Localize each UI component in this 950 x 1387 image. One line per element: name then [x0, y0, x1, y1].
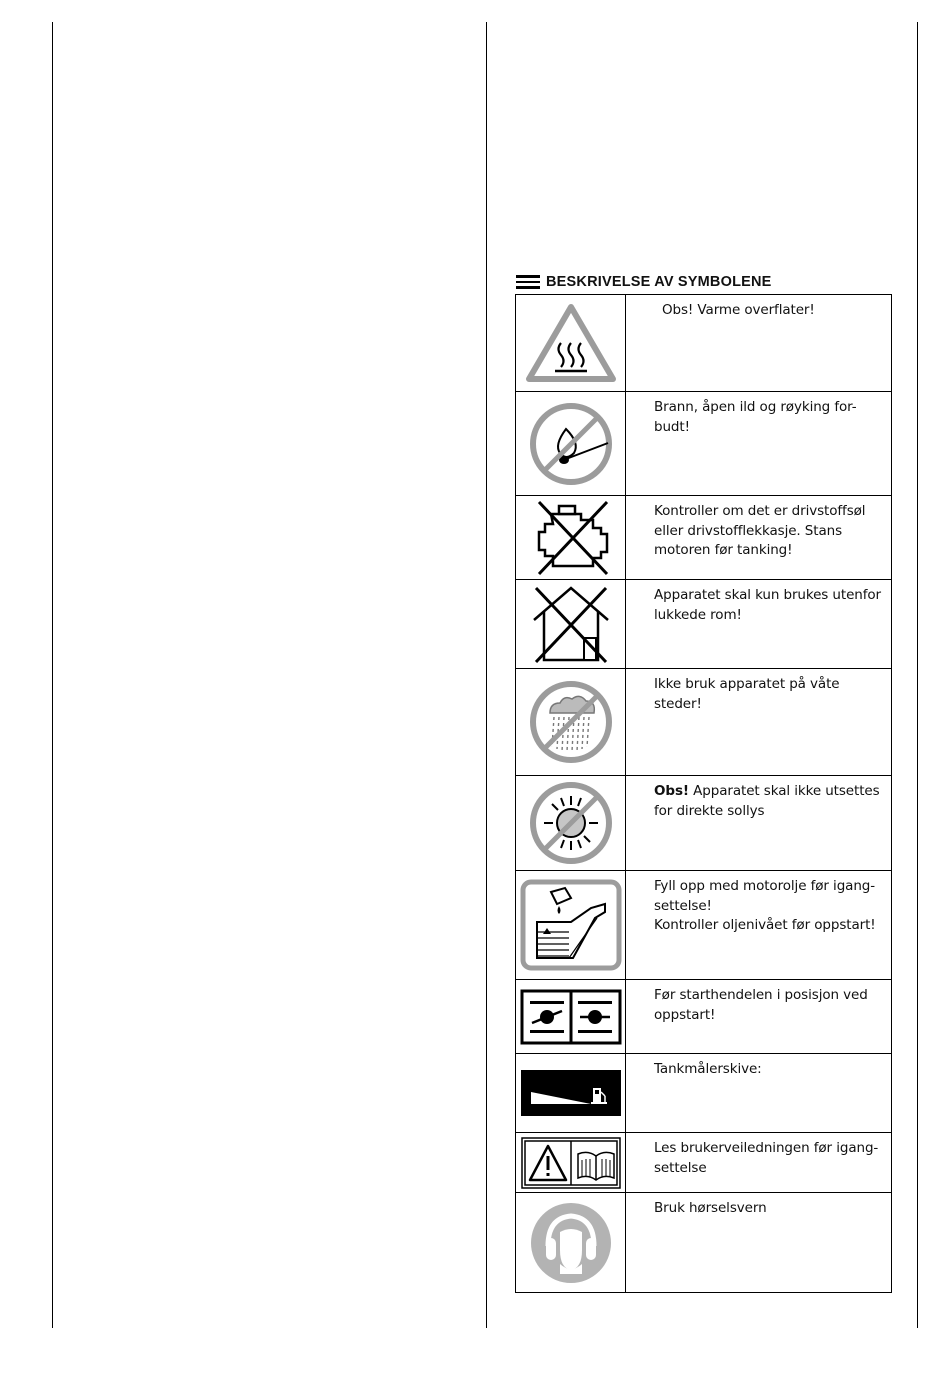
menu-bars-icon [516, 275, 540, 289]
fuel-gauge-icon [521, 1070, 621, 1116]
symbol-description [626, 1054, 892, 1133]
symbol-icon-cell [516, 496, 626, 580]
symbol-row [516, 1133, 892, 1193]
symbol-text: Bruk hørselsvern [654, 1200, 767, 1216]
symbol-icon-cell [516, 392, 626, 496]
symbol-text: Fyll opp med motorolje før igang- settelse! Kontroller oljenivået før oppstart! [654, 878, 876, 933]
symbol-description [626, 392, 892, 496]
symbol-row [516, 1193, 892, 1293]
symbol-description [626, 1133, 892, 1193]
symbol-row [516, 871, 892, 980]
symbol-icon-cell [516, 580, 626, 669]
no-sunlight-icon [526, 778, 616, 868]
symbol-text: Før starthendelen i posisjon ved oppstart! [654, 987, 868, 1023]
symbol-text: Brann, åpen ild og røyking for- budt! [654, 399, 857, 435]
symbol-row [516, 496, 892, 580]
symbol-text: Obs! Varme overflater! [662, 302, 815, 318]
symbol-text: Apparatet skal ikke utsettes for direkte sollys [654, 783, 880, 819]
symbol-row [516, 580, 892, 669]
no-rain-icon [526, 677, 616, 767]
hearing-protection-icon [526, 1198, 616, 1288]
symbol-description [626, 580, 892, 669]
symbol-row [516, 669, 892, 776]
right-margin-rule [917, 22, 918, 1328]
symbol-description [626, 295, 892, 392]
symbol-row [516, 295, 892, 392]
symbol-row [516, 776, 892, 871]
symbol-icon-cell [516, 980, 626, 1054]
section-heading-title: BESKRIVELSE AV SYMBOLENE [546, 274, 772, 290]
symbol-icon-cell [516, 295, 626, 392]
symbol-description [626, 871, 892, 980]
fill-engine-oil-icon [519, 878, 623, 972]
section-heading [516, 272, 772, 292]
choke-position-icon [520, 989, 622, 1045]
house-crossed-icon [526, 582, 616, 666]
symbol-row [516, 980, 892, 1054]
symbol-text: Les brukerveiledningen før igang- settelse [654, 1140, 879, 1176]
hot-surface-warning-icon [523, 301, 619, 385]
symbol-icon-cell [516, 776, 626, 871]
symbol-icon-cell [516, 871, 626, 980]
symbol-text: Kontroller om det er drivstoffsøl eller drivstofflekkasje. Stans motoren før tanking! [654, 503, 866, 558]
center-column-rule [486, 22, 487, 1328]
no-fire-smoking-icon [526, 399, 616, 489]
symbol-row [516, 1054, 892, 1133]
symbol-text: Ikke bruk apparatet på våte steder! [654, 676, 840, 712]
read-manual-icon [520, 1136, 622, 1190]
engine-crossed-icon [521, 498, 621, 578]
symbol-bold-text: Obs! [654, 783, 689, 799]
symbol-table [515, 294, 892, 1293]
symbol-text: Tankmålerskive: [654, 1061, 762, 1077]
symbol-description [626, 776, 892, 871]
symbol-icon-cell [516, 1054, 626, 1133]
symbol-row [516, 392, 892, 496]
symbol-icon-cell [516, 669, 626, 776]
symbol-description [626, 496, 892, 580]
symbol-description [626, 669, 892, 776]
symbol-text: Apparatet skal kun brukes utenfor lukkede rom! [654, 587, 882, 623]
left-margin-rule [52, 22, 53, 1328]
symbol-icon-cell [516, 1193, 626, 1293]
symbol-description [626, 1193, 892, 1293]
symbol-icon-cell [516, 1133, 626, 1193]
symbol-description [626, 980, 892, 1054]
